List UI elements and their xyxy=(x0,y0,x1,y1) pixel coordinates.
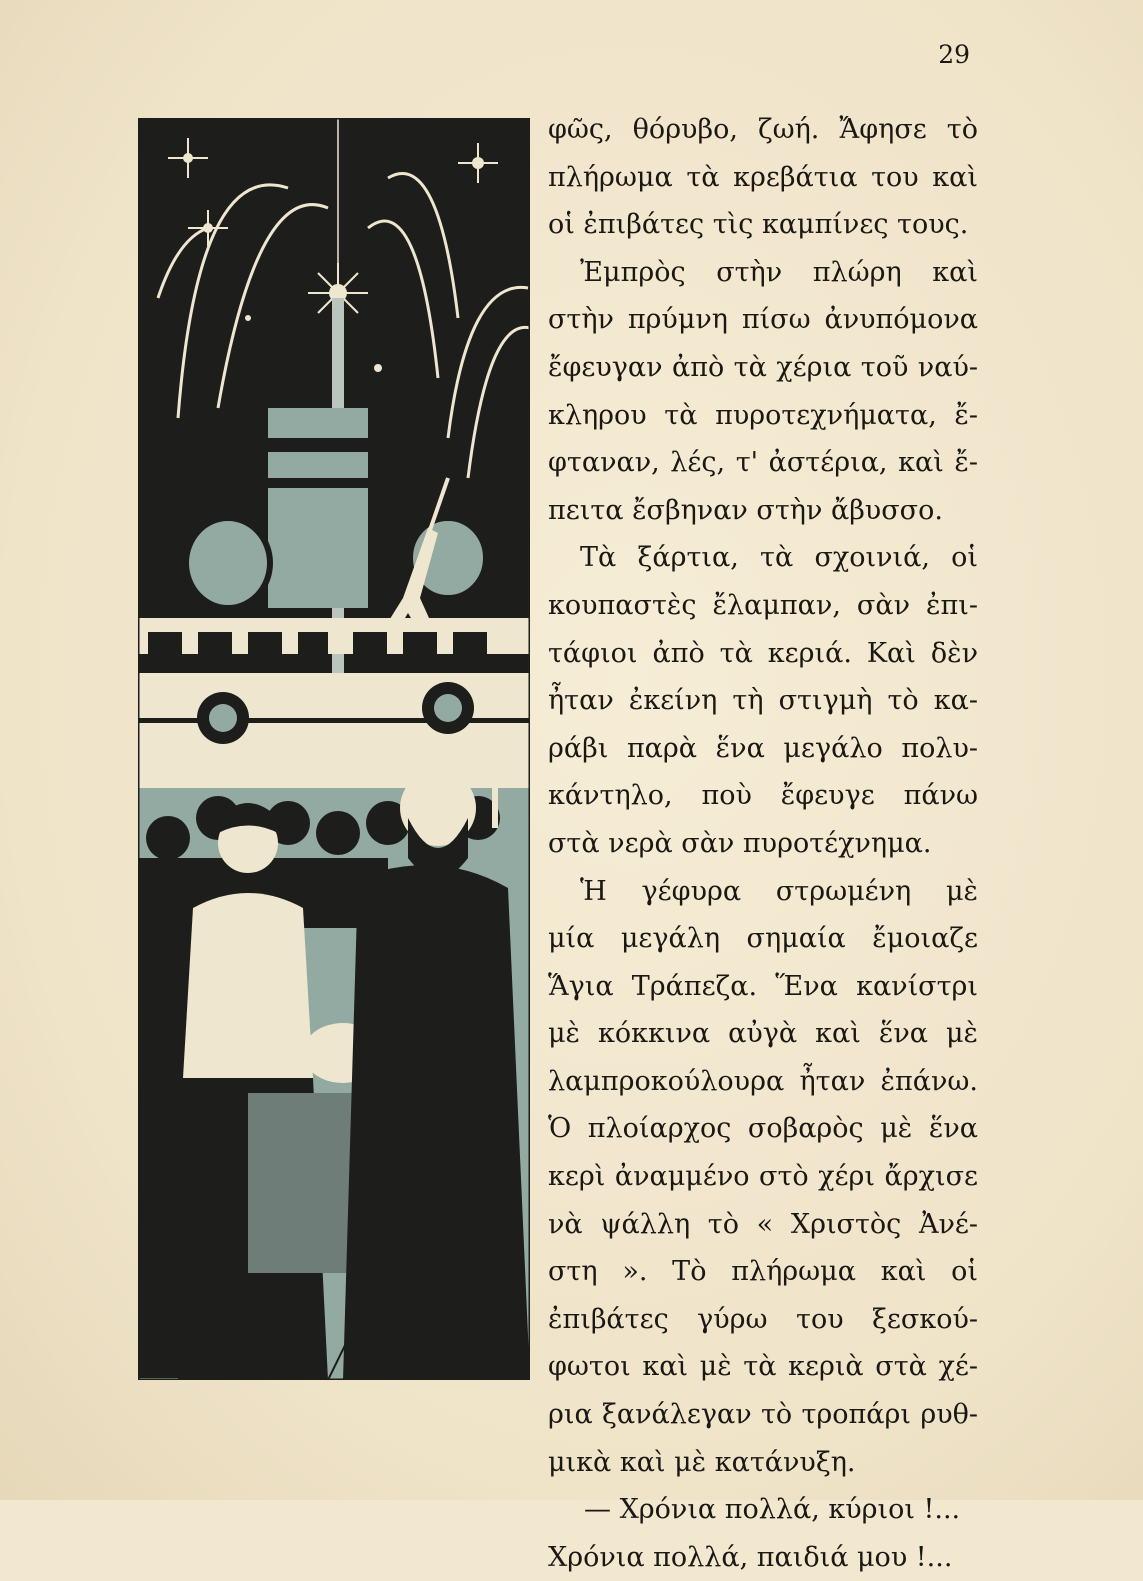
page-number: 29 xyxy=(938,40,970,69)
text-line: ἦταν ἐκείνη τὴ στιγμὴ τὸ κα- xyxy=(548,685,978,717)
text-line: μικὰ καὶ μὲ κατάνυξη. xyxy=(548,1446,856,1478)
text-line: οἱ ἐπιβάτες τὶς καμπίνες τους. xyxy=(548,209,969,241)
text-line: μία μεγάλη σημαία ἔμοιαζε xyxy=(548,923,978,955)
text-line: Ἅγια Τράπεζα. Ἕνα κανίστρι xyxy=(548,970,978,1002)
ship-deck-illustration xyxy=(138,118,530,1380)
captain-coat xyxy=(343,865,530,1380)
text-line: στη ». Τὸ πλήρωμα καὶ οἱ xyxy=(548,1256,978,1288)
text-line: κάντηλο, ποὺ ἔφευγε πάνω xyxy=(548,780,978,812)
text-line: ρια ξανάλεγαν τὸ τροπάρι ρυθ- xyxy=(548,1399,978,1431)
text-line: Ἡ γέφυρα στρωμένη μὲ xyxy=(580,875,978,907)
text-line: Τὰ ξάρτια, τὰ σχοινιά, οἱ xyxy=(580,542,978,574)
text-line: πλήρωμα τὰ κρεβάτια του καὶ xyxy=(548,161,978,193)
text-line: Χρόνια πολλά, παιδιά μου !... xyxy=(548,1541,953,1573)
text-line: λαμπροκούλουρα ἦταν ἐπάνω. xyxy=(548,1065,978,1097)
text-line: κληρου τὰ πυροτεχνήματα, ἔ- xyxy=(548,399,978,431)
text-line: πειτα ἔσβηναν στὴν ἄβυσσο. xyxy=(548,494,943,526)
hull-band xyxy=(138,673,530,788)
text-line: — Χρόνια πολλά, κύριοι !... xyxy=(584,1494,961,1526)
illustration-drawing xyxy=(138,118,530,1380)
body-text xyxy=(548,106,978,1581)
text-line: στὴν πρύμνη πίσω ἀνυπόμονα xyxy=(548,304,978,336)
text-line: ράβι παρὰ ἕνα μεγάλο πολυ- xyxy=(548,732,978,764)
text-line: φῶς, θόρυβο, ζωή. Ἄφησε τὸ xyxy=(548,114,978,145)
text-line: Ὁ πλοίαρχος σοβαρὸς μὲ ἕνα xyxy=(548,1113,978,1145)
woman-dress xyxy=(183,893,313,1078)
text-line: κουπαστὲς ἔλαμπαν, σὰν ἐπι- xyxy=(548,589,978,621)
text-line: ἔφευγαν ἀπὸ τὰ χέρια τοῦ ναύ- xyxy=(548,351,978,383)
text-line: μὲ κόκκινα αὐγὰ καὶ ἕνα μὲ xyxy=(548,1018,978,1050)
text-line: τάφιοι ἀπὸ τὰ κεριά. Καὶ δὲν xyxy=(548,637,978,669)
candle xyxy=(492,778,498,828)
text-line: φταναν, λές, τ' ἀστέρια, καὶ ἔ- xyxy=(548,447,978,479)
text-line: φωτοι καὶ μὲ τὰ κεριὰ στὰ χέ- xyxy=(548,1351,978,1383)
text-line: ἐπιβάτες γύρω του ξεσκού- xyxy=(548,1303,978,1335)
text-line: στὰ νερὰ σὰν πυροτέχνημα. xyxy=(548,827,932,859)
text-line: Ἐμπρὸς στὴν πλώρη καὶ xyxy=(580,256,978,288)
text-line: νὰ ψάλλη τὸ « Χριστὸς Ἀνέ- xyxy=(548,1208,978,1240)
text-line: κερὶ ἀναμμένο στὸ χέρι ἄρχισε xyxy=(548,1161,978,1193)
